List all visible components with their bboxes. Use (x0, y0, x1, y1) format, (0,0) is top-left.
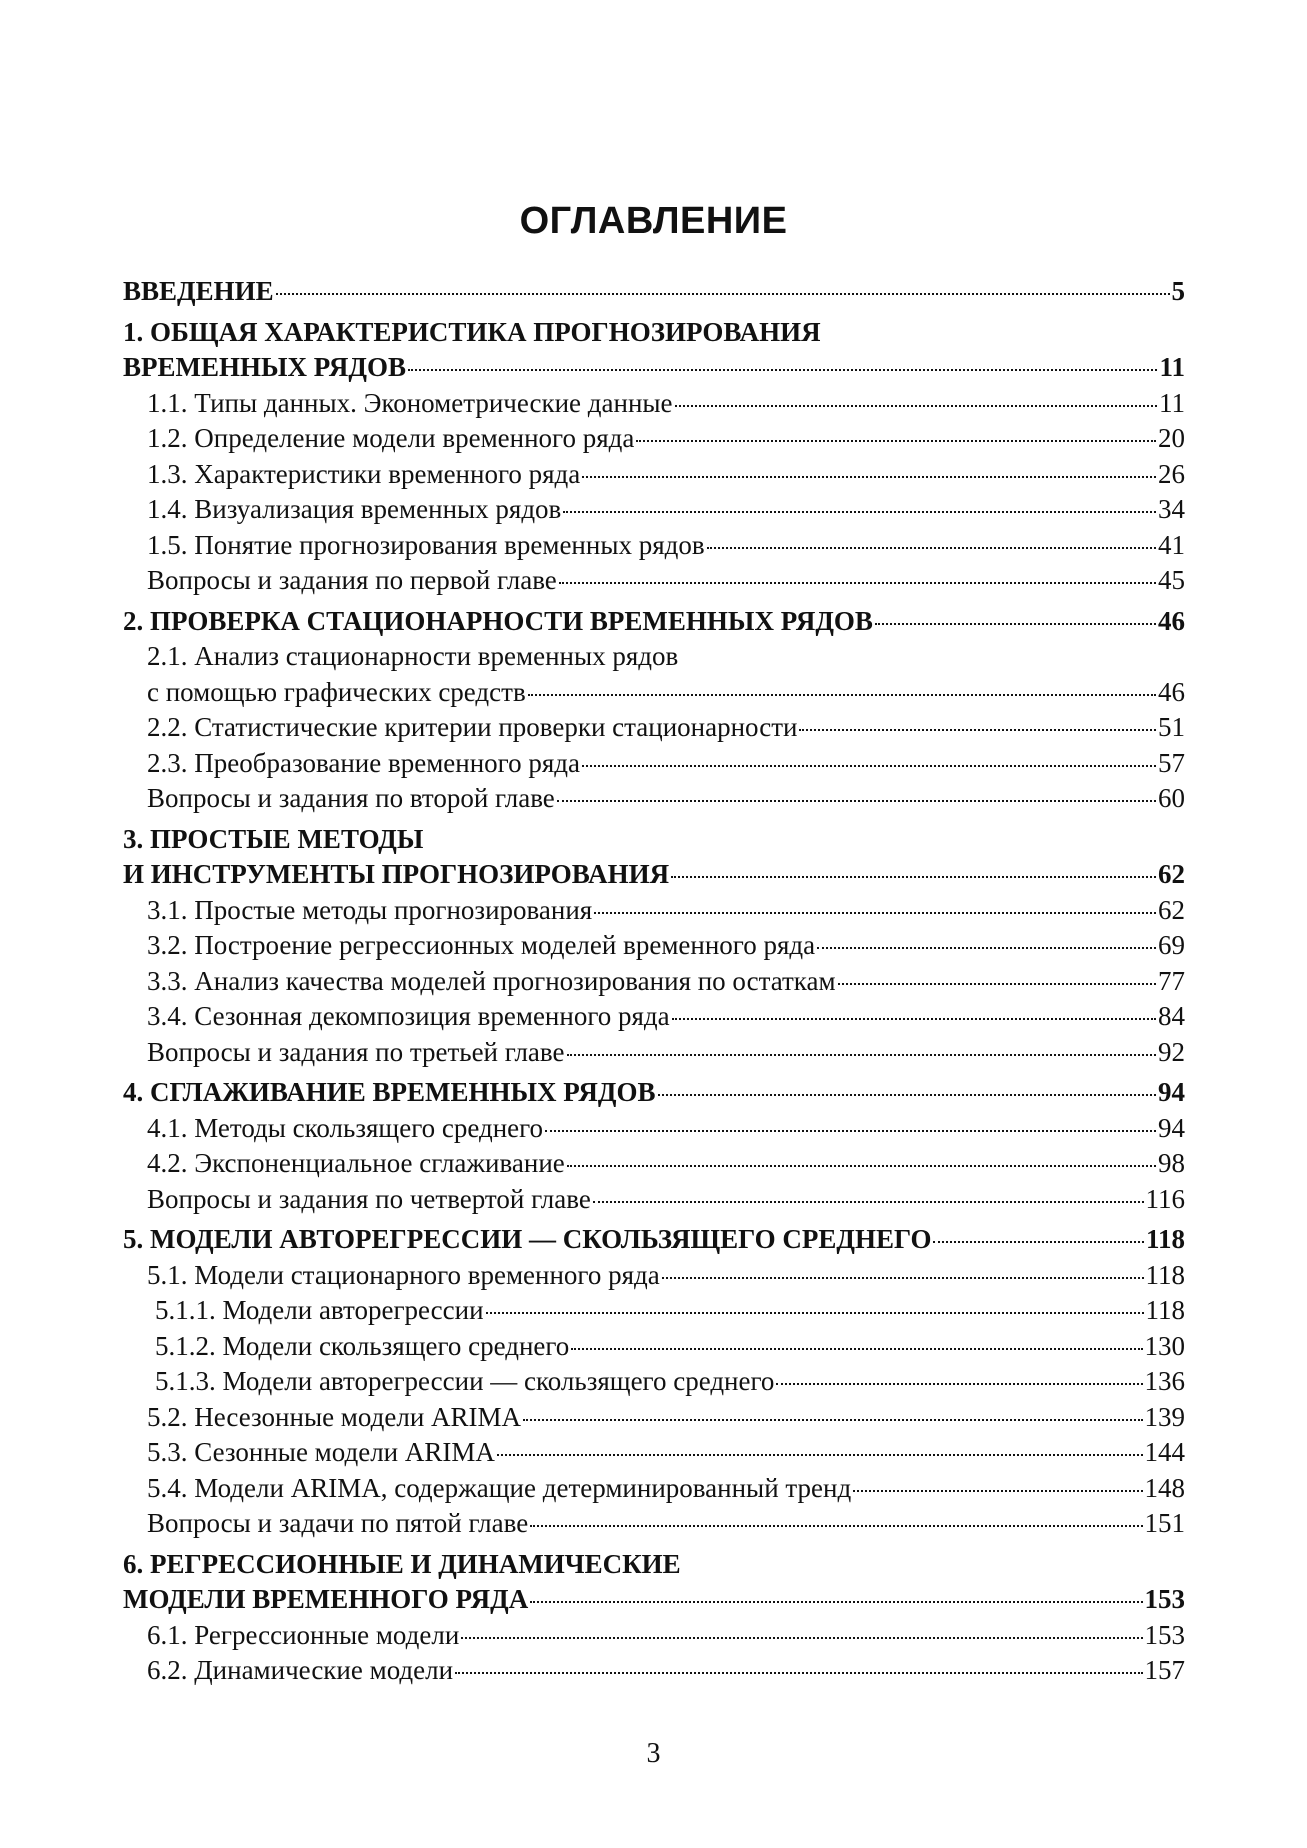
toc-row (155, 1293, 1185, 1329)
toc-row (147, 1035, 1185, 1071)
toc-page-number: 26 (1158, 458, 1185, 489)
toc-page-number: 41 (1158, 529, 1185, 560)
toc-row (147, 1653, 1185, 1689)
table-of-contents (123, 274, 1185, 1689)
dot-leader (530, 1525, 1142, 1527)
toc-page-number: 69 (1158, 930, 1185, 960)
toc-entry-section (123, 999, 1185, 1035)
toc-row (147, 1258, 1185, 1294)
toc-entry-title: 5.1.2. Модели скользящего среднего (155, 1330, 570, 1361)
toc-page-number: 92 (1158, 1036, 1185, 1067)
toc-page-number: 144 (1144, 1437, 1185, 1467)
toc-entry-title: 2. ПРОВЕРКА СТАЦИОНАРНОСТИ ВРЕМЕННЫХ РЯДОВ (123, 605, 873, 636)
toc-entry-title: 5.1.1. Модели авторегрессии (155, 1295, 484, 1325)
toc-row (123, 1222, 1185, 1258)
toc-row (147, 1146, 1185, 1182)
toc-entry-chapter (123, 274, 1185, 310)
dot-leader (461, 1637, 1142, 1639)
dot-leader (636, 440, 1156, 442)
dot-leader (707, 547, 1156, 549)
toc-row (123, 274, 1185, 310)
toc-page-number: 20 (1158, 423, 1185, 453)
dot-leader (557, 800, 1156, 802)
toc-page-number: 118 (1145, 1295, 1185, 1325)
toc-entry-title: 5.2. Несезонные модели ARIMA (147, 1401, 522, 1432)
toc-entry-section (123, 746, 1185, 782)
toc-entry-title: с помощью графических средств (147, 676, 526, 707)
toc-entry-section (123, 457, 1185, 493)
dot-leader (563, 511, 1156, 513)
toc-row (147, 386, 1185, 422)
toc-page-number: 98 (1158, 1148, 1185, 1178)
dot-leader (582, 765, 1156, 767)
dot-leader (933, 1241, 1144, 1243)
toc-entry-title: 5. МОДЕЛИ АВТОРЕГРЕССИИ — СКОЛЬЗЯЩЕГО СРЕДНЕГО (123, 1224, 932, 1254)
toc-entry-title: 5.1.3. Модели авторегрессии — скользящего среднего (155, 1366, 775, 1396)
toc-entry-section (123, 781, 1185, 817)
toc-entry-section (123, 1506, 1185, 1542)
toc-row (147, 421, 1185, 457)
toc-entry-title: 6.2. Динамические модели (147, 1655, 454, 1685)
toc-entry-title: 2.2. Статистические критерии проверки стационарности (147, 712, 798, 742)
dot-leader (593, 1201, 1144, 1203)
dot-leader (408, 369, 1157, 371)
toc-page-number: 94 (1158, 1112, 1185, 1143)
toc-entry-section (123, 1400, 1185, 1436)
toc-page-number: 77 (1158, 965, 1185, 996)
toc-entry-title: 6.1. Регрессионные модели (147, 1619, 460, 1650)
toc-row (147, 781, 1185, 817)
toc-entry-section (123, 710, 1185, 746)
toc-entry-title: 3.2. Построение регрессионных моделей временного ряда (147, 930, 816, 960)
toc-page-number: 148 (1144, 1472, 1185, 1503)
toc-page-number: 139 (1144, 1401, 1185, 1432)
toc-entry-section (123, 1146, 1185, 1182)
dot-leader (838, 983, 1156, 985)
dot-leader (523, 1419, 1142, 1421)
toc-entry-section (123, 1653, 1185, 1689)
dot-leader (571, 1348, 1142, 1350)
toc-entry-section (123, 1618, 1185, 1654)
toc-entry-section (123, 1435, 1185, 1471)
page-number: 3 (646, 1738, 661, 1769)
toc-entry-title: 3.4. Сезонная декомпозиция временного ряда (147, 1001, 670, 1031)
toc-page-number: 62 (1158, 894, 1185, 925)
toc-entry-chapter (123, 315, 1185, 386)
toc-page-number: 151 (1144, 1508, 1185, 1538)
toc-page-number: 118 (1145, 1224, 1185, 1254)
dot-leader (853, 1490, 1142, 1492)
toc-row (123, 1075, 1185, 1111)
toc-row (147, 1506, 1185, 1542)
toc-entry-section (123, 1182, 1185, 1218)
toc-page-number: 57 (1158, 747, 1185, 778)
toc-entry-chapter (123, 1075, 1185, 1111)
dot-leader (594, 912, 1156, 914)
toc-page-number: 153 (1144, 1619, 1185, 1650)
toc-row (147, 1182, 1185, 1218)
toc-entry-title: 3.3. Анализ качества моделей прогнозирования по остаткам (147, 965, 836, 996)
toc-entry-title: 1.3. Характеристики временного ряда (147, 458, 581, 489)
toc-page-number: 11 (1159, 387, 1185, 418)
dot-leader (671, 876, 1156, 878)
toc-row (147, 964, 1185, 1000)
toc-entry-section (123, 1258, 1185, 1294)
toc-row (147, 999, 1185, 1035)
toc-row (147, 675, 1185, 711)
toc-row (147, 893, 1185, 929)
toc-entry-title-line: 6. РЕГРЕССИОННЫЕ И ДИНАМИЧЕСКИЕ (123, 1548, 681, 1579)
toc-entry-section (123, 528, 1185, 564)
toc-entry-title-line: 2.1. Анализ стационарности временных рядов (147, 641, 679, 671)
toc-page-number: 51 (1158, 712, 1185, 742)
dot-leader (545, 1130, 1156, 1132)
toc-page-number: 116 (1145, 1183, 1185, 1214)
dot-leader (817, 947, 1156, 949)
toc-row (147, 710, 1185, 746)
toc-entry-subsection (123, 1364, 1185, 1400)
toc-entry-title: Вопросы и задания по первой главе (147, 565, 557, 595)
dot-leader (672, 1018, 1156, 1020)
page-title: ОГЛАВЛЕНИЕ (519, 200, 788, 242)
toc-entry-title: 4.1. Методы скользящего среднего (147, 1112, 544, 1143)
toc-entry-title: МОДЕЛИ ВРЕМЕННОГО РЯДА (123, 1584, 529, 1614)
toc-row (147, 492, 1185, 528)
dot-leader (776, 1383, 1142, 1385)
toc-page-number: 46 (1158, 676, 1185, 707)
toc-page-number: 45 (1158, 565, 1185, 595)
toc-entry-section (123, 639, 1185, 710)
toc-entry-chapter (123, 822, 1185, 893)
toc-row (147, 1400, 1185, 1436)
dot-leader (875, 623, 1156, 625)
toc-entry-section (123, 928, 1185, 964)
toc-entry-title-line: 1. ОБЩАЯ ХАРАКТЕРИСТИКА ПРОГНОЗИРОВАНИЯ (123, 316, 821, 347)
toc-entry-section (123, 1471, 1185, 1507)
toc-entry-section (123, 563, 1185, 599)
toc-entry-title: 1.5. Понятие прогнозирования временных рядов (147, 529, 705, 560)
toc-entry-title: 2.3. Преобразование временного ряда (147, 747, 580, 778)
toc-row (123, 350, 1185, 386)
toc-entry-title: 5.1. Модели стационарного временного ряда (147, 1259, 660, 1290)
dot-leader (559, 582, 1156, 584)
toc-entry-title: 3.1. Простые методы прогнозирования (147, 894, 593, 925)
toc-entry-chapter (123, 1222, 1185, 1258)
dot-leader (276, 293, 1170, 295)
toc-entry-section (123, 1035, 1185, 1071)
toc-entry-section (123, 492, 1185, 528)
toc-row (123, 1582, 1185, 1618)
toc-row (147, 528, 1185, 564)
toc-entry-chapter (123, 604, 1185, 640)
toc-row (147, 1618, 1185, 1654)
toc-entry-section (123, 1111, 1185, 1147)
toc-entry-title: ВРЕМЕННЫХ РЯДОВ (123, 352, 406, 382)
dot-leader (528, 694, 1156, 696)
toc-row (147, 928, 1185, 964)
toc-entry-title: Вопросы и задания по четвертой главе (147, 1183, 591, 1214)
toc-row (147, 1111, 1185, 1147)
toc-page-number: 84 (1158, 1001, 1185, 1031)
dot-leader (675, 405, 1157, 407)
toc-entry-section (123, 421, 1185, 457)
dot-leader (567, 1054, 1157, 1056)
toc-row (147, 1435, 1185, 1471)
toc-page-number: 11 (1159, 352, 1185, 382)
toc-entry-title: 1.2. Определение модели временного ряда (147, 423, 635, 453)
dot-leader (799, 729, 1156, 731)
toc-page-number: 118 (1145, 1259, 1185, 1290)
toc-entry-title: 4. СГЛАЖИВАНИЕ ВРЕМЕННЫХ РЯДОВ (123, 1077, 656, 1107)
toc-page-number: 46 (1158, 605, 1185, 636)
toc-row (123, 857, 1185, 893)
toc-entry-title: И ИНСТРУМЕНТЫ ПРОГНОЗИРОВАНИЯ (123, 859, 670, 889)
dot-leader (582, 476, 1156, 478)
toc-row (155, 1329, 1185, 1365)
toc-page-number: 60 (1158, 783, 1185, 813)
toc-entry-title: Вопросы и задачи по пятой главе (147, 1508, 529, 1538)
toc-row (147, 563, 1185, 599)
toc-row (147, 1471, 1185, 1507)
toc-entry-title: 1.1. Типы данных. Эконометрические данные (147, 387, 673, 418)
toc-page-number: 136 (1144, 1366, 1185, 1396)
dot-leader (497, 1454, 1143, 1456)
toc-page-number: 34 (1158, 494, 1185, 524)
toc-entry-title: Вопросы и задания по третьей главе (147, 1036, 565, 1067)
toc-row (147, 746, 1185, 782)
dot-leader (486, 1312, 1144, 1314)
toc-entry-subsection (123, 1329, 1185, 1365)
toc-row (123, 604, 1185, 640)
toc-entry-subsection (123, 1293, 1185, 1329)
toc-page-number: 153 (1144, 1584, 1185, 1614)
toc-entry-title: ВВЕДЕНИЕ (123, 276, 274, 306)
toc-entry-title: Вопросы и задания по второй главе (147, 783, 555, 813)
toc-entry-title-line: 3. ПРОСТЫЕ МЕТОДЫ (123, 823, 424, 854)
toc-entry-title: 4.2. Экспоненциальное сглаживание (147, 1148, 565, 1178)
toc-row (155, 1364, 1185, 1400)
dot-leader (662, 1277, 1144, 1279)
toc-page-number: 94 (1158, 1077, 1185, 1107)
dot-leader (530, 1601, 1142, 1603)
toc-entry-section (123, 964, 1185, 1000)
toc-entry-section (123, 386, 1185, 422)
dot-leader (658, 1094, 1157, 1096)
toc-page-number: 130 (1144, 1330, 1185, 1361)
toc-entry-section (123, 893, 1185, 929)
toc-entry-title: 1.4. Визуализация временных рядов (147, 494, 562, 524)
toc-row (147, 457, 1185, 493)
dot-leader (567, 1165, 1156, 1167)
toc-entry-title: 5.4. Модели ARIMA, содержащие детерминированный тренд (147, 1472, 852, 1503)
toc-page-number: 157 (1144, 1655, 1185, 1685)
toc-entry-title: 5.3. Сезонные модели ARIMA (147, 1437, 495, 1467)
toc-entry-chapter (123, 1547, 1185, 1618)
dot-leader (455, 1672, 1142, 1674)
toc-page-number: 62 (1158, 859, 1185, 889)
toc-page-number: 5 (1171, 276, 1185, 306)
